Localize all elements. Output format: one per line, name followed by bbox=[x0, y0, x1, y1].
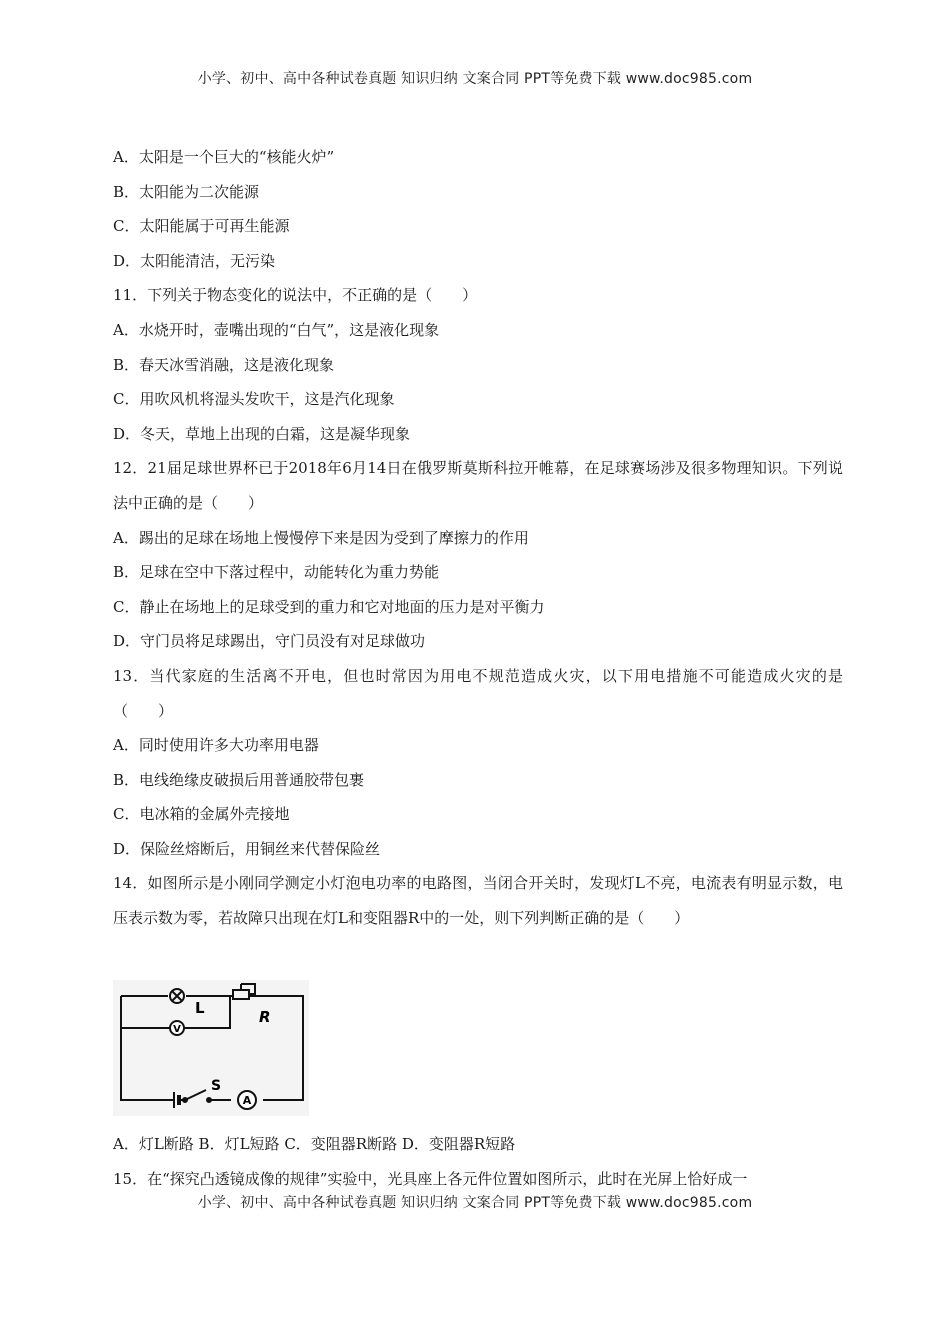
svg-text:A: A bbox=[242, 1094, 252, 1107]
q12-option-a: A．踢出的足球在场地上慢慢停下来是因为受到了摩擦力的作用 bbox=[113, 528, 529, 547]
q13-option-d: D．保险丝熔断后，用铜丝来代替保险丝 bbox=[113, 839, 381, 858]
q12-stem: 12．21届足球世界杯已于2018年6月14日在俄罗斯莫斯科拉开帷幕，在足球赛场涉及很多物理知识。下列说法中正确的是（ ） bbox=[113, 459, 843, 512]
ammeter-icon bbox=[238, 1091, 256, 1109]
switch-label: S bbox=[211, 1078, 222, 1094]
footer-banner: 小学、初中、高中各种试卷真题 知识归纳 文案合同 PPT等免费下载 www.doc985.com bbox=[197, 1195, 753, 1211]
svg-text:V: V bbox=[173, 1024, 181, 1035]
q10-option-d: D．太阳能清洁，无污染 bbox=[113, 251, 276, 270]
q12-option-d: D．守门员将足球踢出，守门员没有对足球做功 bbox=[113, 632, 426, 651]
q11-option-d: D．冬天，草地上出现的白霜，这是凝华现象 bbox=[113, 424, 411, 443]
q10-option-b: B．太阳能为二次能源 bbox=[113, 182, 260, 201]
lamp-label: L bbox=[195, 999, 205, 1017]
q14-stem: 14．如图所示是小刚同学测定小灯泡电功率的电路图，当闭合开关时，发现灯L不亮，电流表有明显示数，电压表示数为零，若故障只出现在灯L和变阻器R中的一处，则下列判断正确的是（ ） bbox=[113, 874, 843, 928]
circuit-background bbox=[113, 980, 309, 1116]
q12-option-b: B．足球在空中下落过程中，动能转化为重力势能 bbox=[113, 563, 440, 582]
q11-option-a: A．水烧开时，壶嘴出现的“白气”，这是液化现象 bbox=[113, 320, 440, 339]
q10-option-c: C．太阳能属于可再生能源 bbox=[113, 217, 290, 236]
question-tail bbox=[113, 1127, 843, 1196]
question-content bbox=[113, 140, 843, 936]
q13-stem: 13．当代家庭的生活离不开电，但也时常因为用电不规范造成火灾，以下用电措施不可能造成火灾的是（ ） bbox=[113, 666, 843, 720]
q13-option-c: C．电冰箱的金属外壳接地 bbox=[113, 805, 290, 824]
q15-stem: 15．在“探究凸透镜成像的规律”实验中，光具座上各元件位置如图所示，此时在光屏上恰好成一 bbox=[113, 1169, 748, 1188]
q10-option-a: A．太阳是一个巨大的“核能火炉” bbox=[113, 148, 335, 166]
voltmeter-icon bbox=[170, 1021, 184, 1035]
q14-options: A．灯L断路 B．灯L短路 C．变阻器R断路 D．变阻器R短路 bbox=[113, 1135, 516, 1153]
q11-stem: 11．下列关于物态变化的说法中，不正确的是（ ） bbox=[113, 286, 478, 305]
q13-option-a: A．同时使用许多大功率用电器 bbox=[113, 736, 319, 755]
rheostat-label: R bbox=[259, 1008, 271, 1026]
q12-option-c: C．静止在场地上的足球受到的重力和它对地面的压力是对平衡力 bbox=[113, 597, 545, 616]
circuit-diagram bbox=[113, 980, 309, 1116]
q13-option-b: B．电线绝缘皮破损后用普通胶带包裹 bbox=[113, 770, 365, 789]
header-banner: 小学、初中、高中各种试卷真题 知识归纳 文案合同 PPT等免费下载 www.doc985.com bbox=[197, 71, 753, 87]
q11-option-b: B．春天冰雪消融，这是液化现象 bbox=[113, 355, 335, 374]
q11-option-c: C．用吹风机将湿头发吹干，这是汽化现象 bbox=[113, 390, 395, 409]
